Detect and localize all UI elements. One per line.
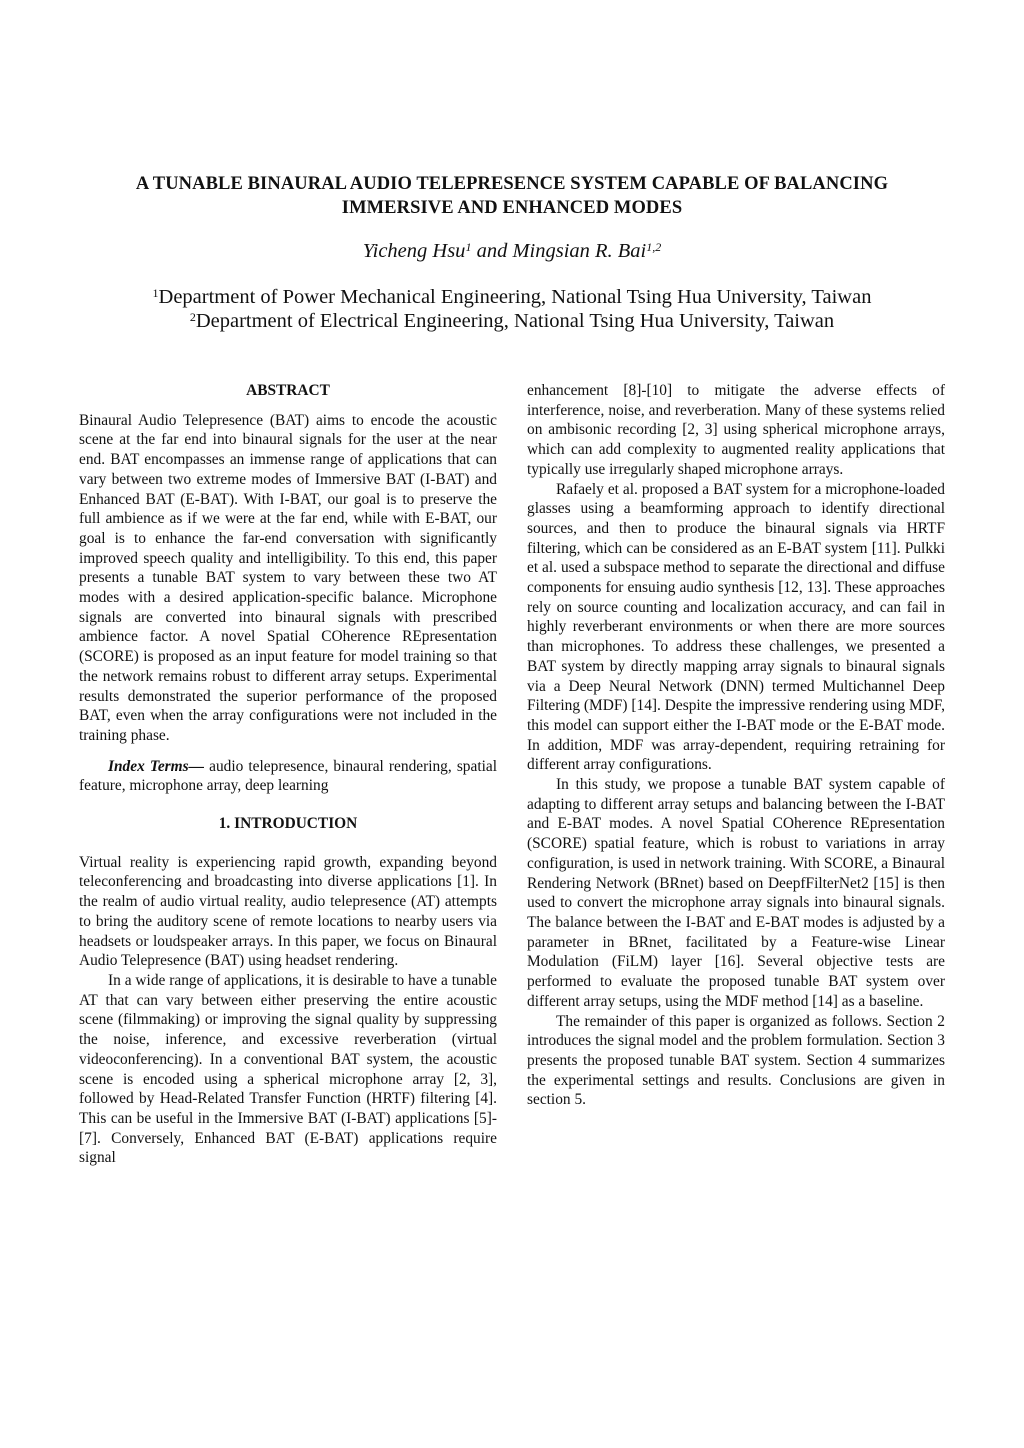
title-line-1: A TUNABLE BINAURAL AUDIO TELEPRESENCE SYSTEM CAPABLE OF BALANCING: [135, 174, 889, 194]
right-paragraph-1: enhancement [8]-[10] to mitigate the adverse effects of interference, noise, and reverberation. Many of these systems relied on ambisonic recording [2, 3] using spherical microphone arrays, which can add complexity to augmented reality applications that typically use irregularly shaped microphone arrays.: [527, 382, 945, 478]
affiliation-2-text: Department of Electrical Engineering, National Tsing Hua University, Taiwan: [195, 310, 835, 332]
title-line-2: IMMERSIVE AND ENHANCED MODES: [341, 198, 683, 218]
author-2-name: Mingsian R. Bai: [512, 240, 647, 262]
introduction-heading: 1. INTRODUCTION: [218, 815, 358, 833]
right-paragraph-3: In this study, we propose a tunable BAT system capable of adapting to different array setups and balancing between the I-BAT and E-BAT modes. A novel Spatial COherence REpresentation (SCORE) spatial feature, which is robust to variations in array configuration, is used in network training. With SCORE, a Binaural Rendering Network (BRnet) based on DeepfFilterNet2 [15] is then used to convert the microphone array signals into binaural signals. The balance between the I-BAT and E-BAT modes is adjusted by a parameter in BRnet, facilitated by a Feature-wise Linear Modulation (FiLM) layer [16]. Several objective tests are performed to evaluate the proposed tunable BAT system over different array setups, using the MDF method [14] as a baseline.: [527, 776, 945, 1010]
right-column: [527, 381, 945, 1110]
author-line: [0, 237, 1024, 265]
affiliation-1-mark: 1: [152, 286, 159, 300]
index-terms-label: Index Terms—: [108, 757, 205, 775]
paper-title: [70, 172, 954, 220]
author-1-affil-mark: 1: [465, 240, 472, 254]
affiliation-2: [0, 309, 1024, 334]
intro-paragraph-2: In a wide range of applications, it is desirable to have a tunable AT that can vary between either preserving the entire acoustic scene (filmmaking) or improving the signal quality by suppressing the noise, inference, and excessive reverberation (virtual videoconferencing). In a conventional BAT system, the acoustic scene is encoded using a spherical microphone array [2, 3], followed by Head-Related Transfer Function (HRTF) filtering [4]. This can be useful in the Immersive BAT (I-BAT) applications [5]-[7]. Conversely, Enhanced BAT (E-BAT) applications require signal: [79, 971, 497, 1167]
intro-paragraph-1: Virtual reality is experiencing rapid growth, expanding beyond teleconferencing and broadcasting into diverse applications [1]. In the realm of audio virtual reality, audio telepresence (AT) attempts to bring the auditory scene of remote locations to nearby users via headsets or loudspeaker arrays. In this paper, we focus on Binaural Audio Telepresence (BAT) using headset rendering.: [79, 853, 497, 970]
abstract-heading: ABSTRACT: [246, 382, 330, 399]
right-paragraph-2: Rafaely et al. proposed a BAT system for a microphone-loaded glasses using a beamforming approach to identify directional sources, and then to produce the binaural signals via HRTF filtering, which can be considered as an E-BAT system [11]. Pulkki et al. used a subspace method to separate the directional and diffuse components for ensuing audio synthesis [12, 13]. These approaches rely on source counting and localization accuracy, and can fail in highly reverberant environments or when there are more sources than microphones. To address these challenges, we presented a BAT system by directly mapping array signals to binaural signals via a Deep Neural Network (DNN) termed Multichannel Deep Filtering (MDF) [14]. Despite the impressive rendering using MDF, this model can support either the I-BAT mode or the E-BAT mode. In addition, MDF was array-dependent, requiring retraining for different array configurations.: [527, 480, 945, 774]
index-terms-text: audio telepresence, binaural rendering, spatial feature, microphone array, deep learning: [79, 757, 497, 795]
affiliation-2-mark: 2: [189, 310, 196, 324]
index-terms: [79, 757, 497, 796]
author-conjunction: and: [471, 240, 513, 262]
author-2-affil-mark: 1,2: [646, 240, 662, 254]
right-paragraph-4: The remainder of this paper is organized as follows. Section 2 introduces the signal model and the problem formulation. Section 3 presents the proposed tunable BAT system. Section 4 summarizes the experimental settings and results. Conclusions are given in section 5.: [527, 1012, 945, 1109]
abstract-body: Binaural Audio Telepresence (BAT) aims to encode the acoustic scene at the far end into binaural signals for the user at the near end. BAT encompasses an immense range of applications that can vary between two extreme modes of Immersive BAT (I-BAT) and Enhanced BAT (E-BAT). With I-BAT, our goal is to preserve the full ambience as if we were at the far end, while with E-BAT, our goal is to enhance the far-end conversation with significantly improved speech quality and intelligibility. To this end, this paper presents a tunable BAT system to vary between these two AT modes with a desired application-specific balance. Microphone signals are converted into binaural signals with prescribed ambience factor. A novel Spatial COherence REpresentation (SCORE) is proposed as an input feature for model training so that the network remains robust to different array setups. Experimental results demonstrated the superior performance of the proposed BAT, even when the array configurations were not included in the training phase.: [79, 411, 497, 744]
affiliation-1: [0, 285, 1024, 310]
left-column: [79, 381, 497, 1168]
affiliation-1-text: Department of Power Mechanical Engineering, National Tsing Hua University, Taiwan: [158, 286, 872, 308]
author-1-name: Yicheng Hsu: [362, 240, 466, 262]
